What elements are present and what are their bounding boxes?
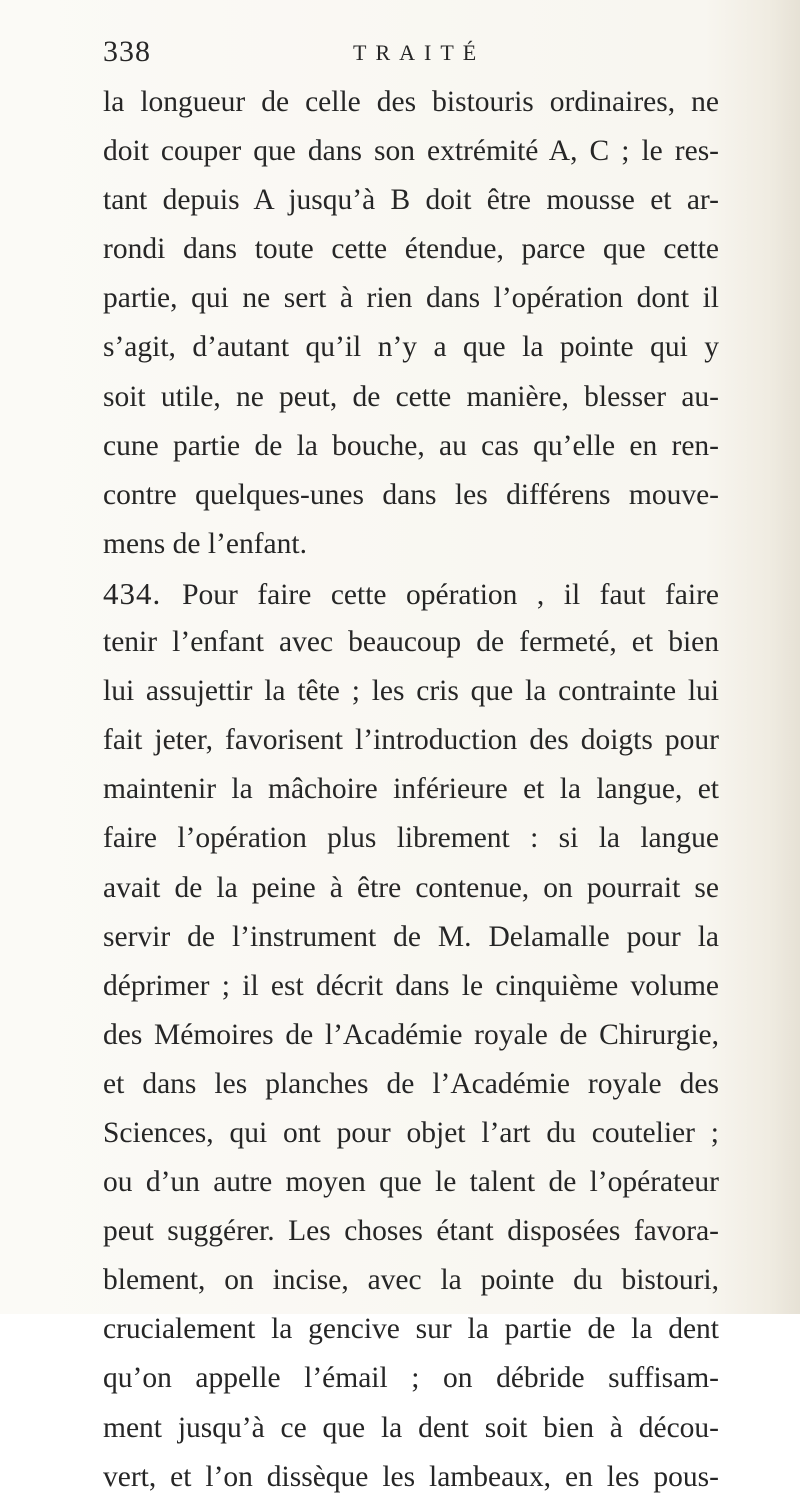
- text-line: rondi dans toute cette étendue, parce que cette: [103, 233, 719, 266]
- text-line: et dans les planches de l’Académie royale des: [103, 1067, 719, 1100]
- text-line: déprimer ; il est décrit dans le cinquième volume: [103, 969, 719, 1002]
- text-line: lui assujettir la tête ; les cris que la contrainte lui: [103, 675, 719, 708]
- text-line: peut suggérer. Les choses étant disposées favora-: [103, 1215, 719, 1248]
- text-line: servir de l’instrument de M. Delamalle pour la: [103, 920, 719, 953]
- text-line: doit couper que dans son extrémité A, C ; le res-: [103, 135, 719, 168]
- running-head: TRAITÉ: [353, 40, 486, 65]
- text-line: des Mémoires de l’Académie royale de Chirurgie,: [103, 1018, 719, 1051]
- text-line: blement, on incise, avec la pointe du bistouri,: [103, 1264, 719, 1297]
- text-line: cune partie de la bouche, au cas qu’elle en ren-: [103, 429, 719, 462]
- text-line: la longueur de celle des bistouris ordinaires, ne: [103, 86, 719, 118]
- paragraph-first-line: [103, 569, 719, 618]
- text-line: s’agit, d’autant qu’il n’y a que la pointe qui y: [103, 331, 719, 364]
- text-line: fait jeter, favorisent l’introduction des doigts pour: [103, 724, 719, 757]
- page-number: 338: [103, 35, 151, 68]
- text-line: partie, qui ne sert à rien dans l’opération dont il: [103, 282, 719, 315]
- page-header: [103, 32, 723, 72]
- text-line: tenir l’enfant avec beaucoup de fermeté, et bien: [103, 626, 719, 659]
- text-line: tant depuis A jusqu’à B doit être mousse et ar-: [103, 184, 719, 217]
- text-line: soit utile, ne peut, de cette manière, blesser au-: [103, 380, 719, 413]
- paragraph-number: 434 .: [103, 576, 182, 611]
- text-line: maintenir la mâchoire inférieure et la langue, et: [103, 773, 719, 806]
- text-line: vert, et l’on dissèque les lambeaux, en les pous-: [103, 1460, 719, 1493]
- text-line: ment jusqu’à ce que la dent soit bien à décou-: [103, 1411, 719, 1444]
- text-line: qu’on appelle l’émail ; on débride suffisam-: [103, 1362, 719, 1395]
- body-text: [103, 78, 719, 1502]
- text-line: contre quelques-unes dans les différens mouve-: [103, 478, 719, 511]
- text-line: ou d’un autre moyen que le talent de l’opérateur: [103, 1166, 719, 1199]
- text-line: avait de la peine à être contenue, on pourrait se: [103, 871, 719, 904]
- paragraph-end-line: mens de l’enfant.: [103, 527, 307, 560]
- text-line: crucialement la gencive sur la partie de la dent: [103, 1313, 719, 1346]
- text-line: Sciences, qui ont pour objet l’art du coutelier ;: [103, 1116, 719, 1149]
- text-line: faire l’opération plus librement : si la langue: [103, 822, 719, 855]
- paragraph-first-line-text: Pour faire cette opération , il faut faire: [182, 578, 719, 611]
